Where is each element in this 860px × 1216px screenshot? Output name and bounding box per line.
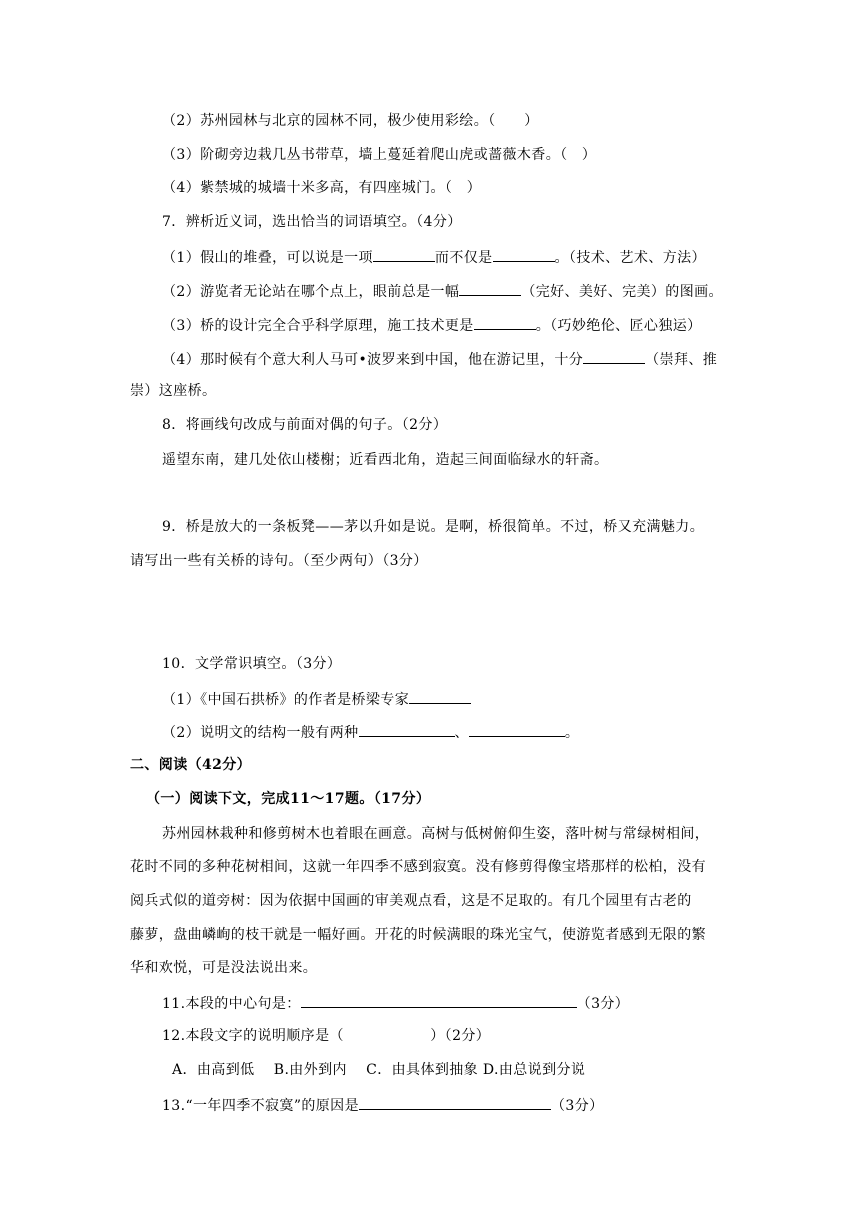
question-11 <box>162 993 629 1013</box>
q7-4-blank[interactable] <box>583 349 645 364</box>
q7-item-4-cont: 崇）这座桥。 <box>130 383 217 399</box>
q7-3-text-b: 。（巧妙绝伦、匠心独运） <box>535 318 702 334</box>
q10-2-blank-2[interactable] <box>469 722 565 737</box>
q11-text: 11.本段的中心句是： <box>162 996 301 1012</box>
question-9-line-1: 9．桥是放大的一条板凳——茅以升如是说。是啊，桥很简单。不过，桥又充满魅力。 <box>162 519 705 535</box>
passage-line-1: 苏州园林栽种和修剪树木也着眼在画意。高树与低树俯仰生姿，落叶树与常绿树相间， <box>162 826 710 842</box>
q7-3-text-a: （3）桥的设计完全合乎科学原理，施工技术更是 <box>162 318 474 334</box>
q7-item-4 <box>162 349 717 369</box>
q10-2-text-a: （2）说明文的结构一般有两种 <box>162 725 359 741</box>
q7-4-text-a: （4）那时候有个意大利人马可•波罗来到中国，他在游记里，十分 <box>162 352 584 368</box>
q13-text: 13.“一年四季不寂寞”的原因是 <box>162 1098 359 1114</box>
section-2-heading: 二、阅读（42分） <box>130 757 252 773</box>
q6-item-4: （4）紫禁城的城墙十米多高，有四座城门。（ ） <box>162 180 482 196</box>
q7-1-text-c: 。（技术、艺术、方法） <box>554 250 706 266</box>
q7-1-text-b: 而不仅是 <box>434 250 493 266</box>
q10-item-1 <box>162 689 471 709</box>
q10-2-blank-1[interactable] <box>359 722 455 737</box>
passage-line-5: 华和欢悦，可是没法说出来。 <box>130 960 318 976</box>
q13-points: （3分） <box>550 1098 604 1114</box>
subsection-1-heading: （一）阅读下文，完成11～17题。（17分） <box>146 791 431 807</box>
q7-item-2 <box>162 281 723 301</box>
q12-options: A．由高到低 B.由外到内 C．由具体到抽象 D.由总说到分说 <box>172 1062 586 1078</box>
q7-2-text-a: （2）游览者无论站在哪个点上，眼前总是一幅 <box>162 284 460 300</box>
passage-line-2: 花时不同的多种花树相间，这就一年四季不感到寂寞。没有修剪得像宝塔那样的松柏，没有 <box>130 859 706 875</box>
q10-2-text-c: 。 <box>564 725 580 741</box>
question-7-title: 7．辨析近义词，选出恰当的词语填空。（4分） <box>162 214 462 230</box>
passage-line-4: 藤萝，盘曲嶙峋的枝干就是一幅好画。开花的时候满眼的珠光宝气，使游览者感到无限的繁 <box>130 927 706 943</box>
q7-item-3 <box>162 315 702 335</box>
q10-item-2 <box>162 722 579 742</box>
q11-blank[interactable] <box>301 993 577 1008</box>
q6-item-2: （2）苏州园林与北京的园林不同，极少使用彩绘。（ ） <box>162 113 539 129</box>
q13-blank[interactable] <box>359 1095 551 1110</box>
q10-1-text: （1）《中国石拱桥》的作者是桥梁专家 <box>162 692 410 708</box>
q8-sentence: 遥望东南，建几处依山楼榭；近看西北角，造起三间面临绿水的轩斋。 <box>162 452 609 468</box>
q7-item-1 <box>162 247 706 267</box>
question-10-title: 10．文学常识填空。（3分） <box>162 656 342 672</box>
q7-3-blank[interactable] <box>474 315 536 330</box>
question-12: 12.本段文字的说明顺序是（ ）（2分） <box>162 1028 491 1044</box>
question-8-title: 8．将画线句改成与前面对偶的句子。（2分） <box>162 417 448 433</box>
q7-2-text-b: （完好、美好、完美）的图画。 <box>521 284 723 300</box>
question-9-line-2: 请写出一些有关桥的诗句。（至少两句）（3分） <box>130 553 428 569</box>
q10-2-text-b: 、 <box>454 725 469 741</box>
q7-1-blank-2[interactable] <box>493 247 555 262</box>
q10-1-blank[interactable] <box>409 689 471 704</box>
passage-line-3: 阅兵式似的道旁树：因为依据中国画的审美观点看，这是不足取的。有几个园里有古老的 <box>130 893 692 909</box>
q7-1-text-a: （1）假山的堆叠，可以说是一项 <box>162 250 373 266</box>
q6-item-3: （3）阶砌旁边栽几丛书带草，墙上蔓延着爬山虎或蔷薇木香。（ ） <box>162 147 597 163</box>
q7-4-text-b: （崇拜、推 <box>645 352 718 368</box>
question-13 <box>162 1095 604 1115</box>
q11-points: （3分） <box>576 996 630 1012</box>
q7-2-blank[interactable] <box>459 281 521 296</box>
q7-1-blank-1[interactable] <box>373 247 435 262</box>
